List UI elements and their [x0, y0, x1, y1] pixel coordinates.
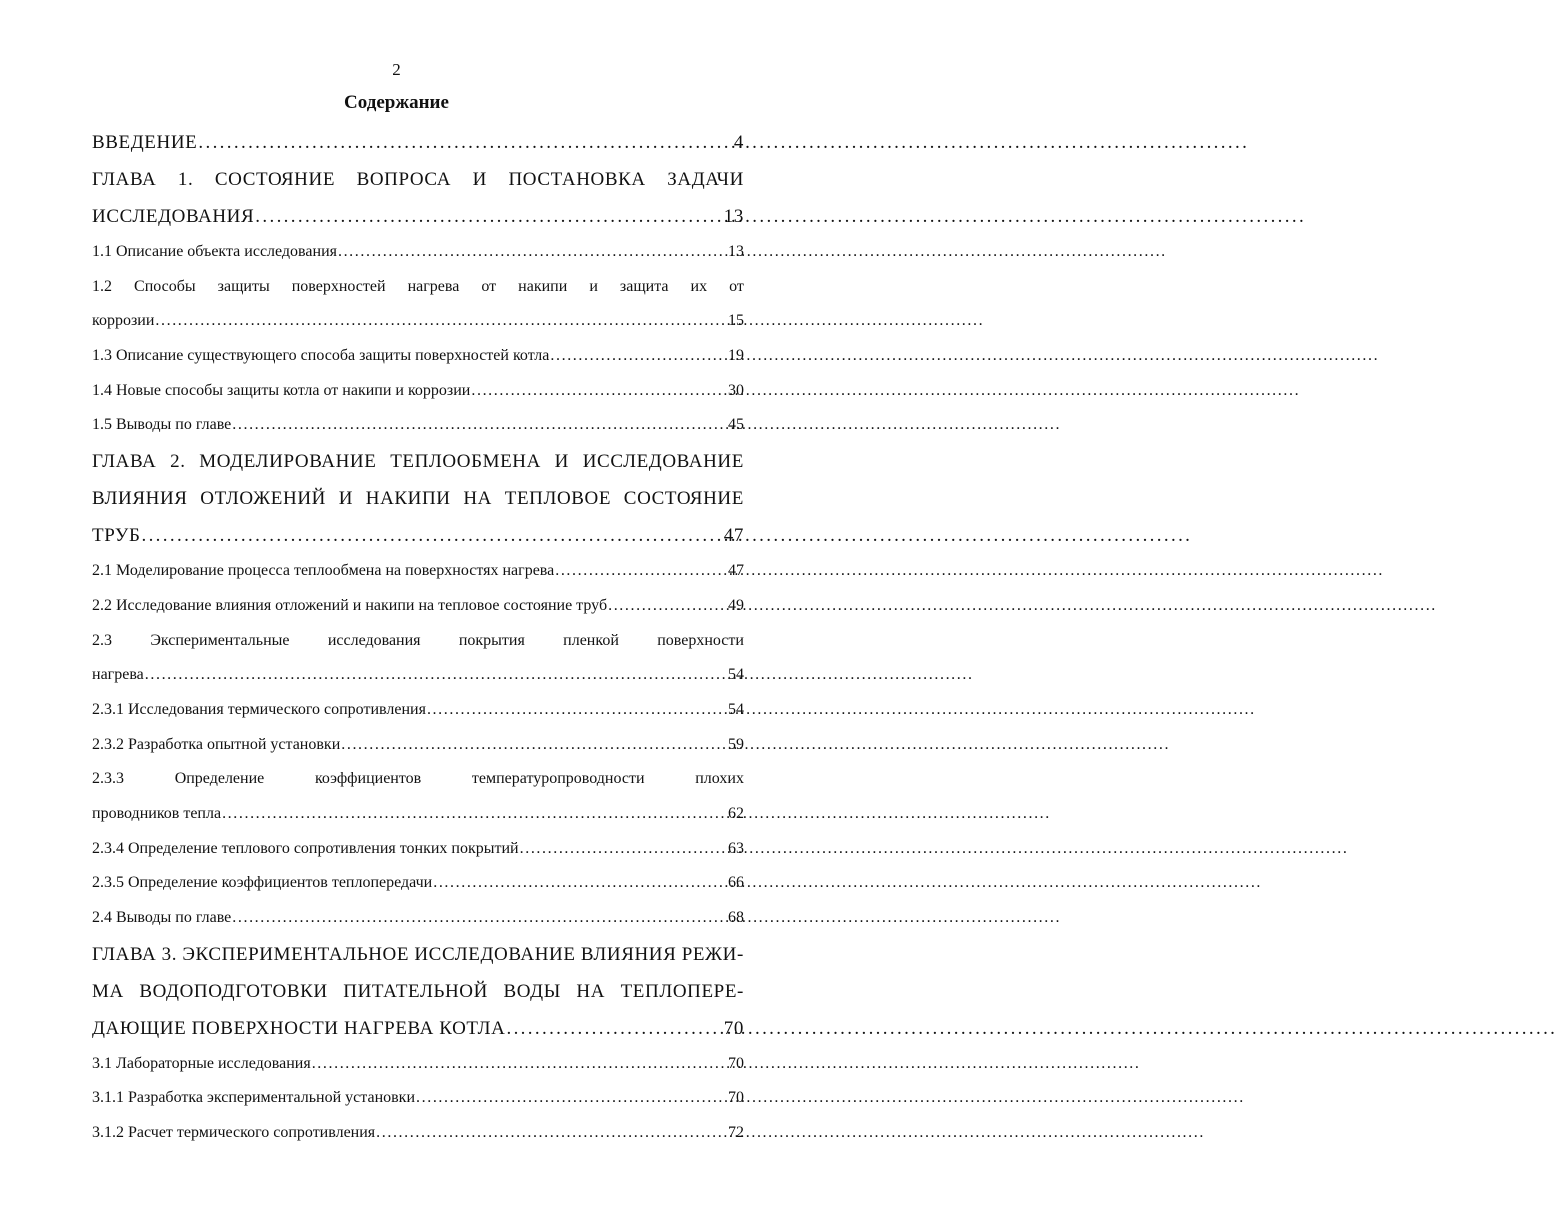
- toc-page-number: 70: [723, 1017, 744, 1039]
- toc-word: и: [589, 277, 598, 295]
- toc-word: покрытия: [458, 631, 525, 649]
- toc-section-entry: [92, 832, 744, 867]
- toc-word: ОТЛОЖЕНИЙ: [200, 488, 326, 510]
- toc-word: ВЛИЯНИЯ: [92, 488, 188, 510]
- toc-entry-title: 3.1.2 Расчет термического сопротивления: [92, 1124, 376, 1142]
- toc-line: [92, 124, 744, 161]
- toc-word: Способы: [134, 277, 196, 295]
- toc-page-number: 54: [728, 666, 744, 684]
- toc-page-number: 13: [723, 206, 744, 227]
- toc-word: 2.: [170, 451, 186, 473]
- toc-word: защиты: [217, 277, 270, 295]
- toc-line: [92, 1081, 744, 1116]
- dot-leader: [221, 797, 728, 832]
- toc-section-entry: [92, 728, 744, 763]
- dot-leader: [337, 235, 728, 270]
- dot-leader: [231, 408, 728, 443]
- dot-leader: [549, 339, 728, 374]
- toc-line: [92, 693, 744, 728]
- dot-leader: [144, 658, 728, 693]
- toc-word: СОСТОЯНИЕ: [623, 488, 744, 510]
- toc-page-number: 13: [728, 243, 744, 260]
- toc-word: пленкой: [563, 631, 619, 649]
- toc-page-number: 4: [733, 132, 744, 153]
- toc-line: [92, 866, 744, 901]
- toc-word: Экспериментальные: [150, 631, 290, 649]
- toc-word: от: [481, 277, 497, 295]
- toc-word: МА: [92, 980, 124, 1002]
- toc-entry-title: 2.3.2 Разработка опытной установки: [92, 735, 341, 753]
- toc-page-number: 15: [728, 312, 744, 330]
- toc-page-number: 49: [728, 596, 744, 614]
- toc-line: [92, 339, 744, 374]
- toc-line: [92, 658, 744, 693]
- toc-section-entry: [92, 624, 744, 693]
- toc-entry-title: 2.3.5 Определение коэффициентов теплопередачи: [92, 874, 433, 892]
- toc-section-entry: [92, 235, 744, 270]
- toc-section-entry: [92, 1081, 744, 1116]
- toc-word: СОСТОЯНИЕ: [214, 169, 336, 190]
- toc-word: ПИТАТЕЛЬНОЙ: [343, 980, 488, 1002]
- toc-section-entry: [92, 762, 744, 831]
- toc-page-number: 68: [728, 909, 744, 926]
- dot-leader: [197, 124, 734, 161]
- toc-word: ВЛИЯНИЯ: [580, 943, 677, 965]
- toc-entry-title: 2.2 Исследование влияния отложений и накипи на тепловое состояние труб: [92, 596, 608, 614]
- table-of-contents: [92, 124, 744, 1151]
- toc-word: ВОПРОСА: [356, 169, 452, 190]
- dot-leader: [154, 304, 728, 339]
- toc-page-number: 70: [728, 1054, 744, 1072]
- toc-page-number: 66: [728, 874, 744, 892]
- toc-page-number: 72: [728, 1124, 744, 1142]
- page-title: Содержание: [344, 92, 449, 113]
- toc-word: ВОДЫ: [503, 980, 561, 1002]
- dot-leader: [375, 1116, 728, 1151]
- toc-word: И: [554, 451, 569, 473]
- toc-line: [92, 374, 744, 409]
- toc-line: [92, 198, 744, 235]
- toc-entry-title: 3.1.1 Разработка экспериментальной установки: [92, 1089, 416, 1107]
- toc-entry-title: проводников тепла: [92, 804, 222, 822]
- toc-entry-title: коррозии: [92, 312, 155, 330]
- dot-leader: [340, 728, 728, 763]
- toc-word: ГЛАВА: [92, 169, 157, 190]
- toc-entry-title: 2.1 Моделирование процесса теплообмена на поверхностях нагрева: [92, 562, 555, 580]
- toc-word: поверхности: [657, 631, 744, 649]
- toc-word: ТЕПЛОВОЕ: [504, 488, 612, 510]
- toc-page-number: 45: [728, 416, 744, 434]
- toc-word: нагрева: [407, 277, 460, 295]
- toc-line: [92, 554, 744, 589]
- toc-chapter-entry: [92, 161, 744, 235]
- toc-section-entry: [92, 339, 744, 374]
- toc-word: 1.: [177, 169, 194, 190]
- toc-word: ИССЛЕДОВАНИЕ: [582, 451, 744, 473]
- toc-word: НА: [463, 488, 493, 510]
- toc-line: [92, 304, 744, 339]
- toc-line: [92, 624, 744, 659]
- toc-section-entry: [92, 901, 744, 936]
- toc-section-entry: [92, 589, 744, 624]
- dot-leader: [607, 589, 728, 624]
- dot-leader: [554, 554, 728, 589]
- toc-word: ТЕПЛООБМЕНА: [390, 451, 541, 473]
- toc-section-entry: [92, 408, 744, 443]
- toc-word: 1.2: [92, 277, 112, 295]
- toc-word: ИССЛЕДОВАНИЕ: [414, 943, 576, 965]
- toc-line: [92, 973, 744, 1010]
- toc-word: ЗАДАЧИ: [667, 169, 744, 190]
- toc-line: [92, 235, 744, 270]
- toc-page-number: 63: [728, 839, 744, 857]
- toc-section-entry: [92, 866, 744, 901]
- toc-word: защита: [619, 277, 669, 295]
- toc-entry-title: 1.1 Описание объекта исследования: [92, 243, 337, 260]
- toc-section-entry: [92, 1047, 744, 1082]
- toc-line: [92, 1010, 744, 1047]
- toc-entry-title: нагрева: [92, 666, 144, 684]
- toc-line: [92, 408, 744, 443]
- toc-word: ГЛАВА: [92, 943, 157, 965]
- toc-line: [92, 936, 744, 973]
- dot-leader: [231, 901, 728, 936]
- toc-chapter-entry: [92, 124, 744, 161]
- toc-chapter-entry: [92, 936, 744, 1047]
- toc-word: Определение: [174, 770, 265, 788]
- toc-word: И: [472, 169, 487, 190]
- toc-page-number: 54: [728, 700, 744, 718]
- toc-line: [92, 270, 744, 305]
- toc-entry-title: ВВЕДЕНИЕ: [92, 132, 198, 153]
- toc-word: коэффициентов: [314, 770, 422, 788]
- toc-word: от: [729, 277, 744, 295]
- dot-leader: [254, 198, 724, 235]
- toc-word: НАКИПИ: [365, 488, 451, 510]
- toc-entry-title: 2.4 Выводы по главе: [92, 909, 232, 926]
- toc-page-number: 70: [728, 1089, 744, 1107]
- toc-word: 2.3.3: [92, 770, 124, 788]
- page-number: 2: [392, 60, 401, 79]
- toc-word: исследования: [327, 631, 421, 649]
- toc-section-entry: [92, 693, 744, 728]
- toc-entry-title: ДАЮЩИЕ ПОВЕРХНОСТИ НАГРЕВА КОТЛА: [92, 1017, 506, 1039]
- toc-page-number: 59: [728, 735, 744, 753]
- dot-leader: [432, 866, 728, 901]
- toc-line: [92, 901, 744, 936]
- toc-word: плохих: [695, 770, 744, 788]
- toc-section-entry: [92, 554, 744, 589]
- toc-word: ГЛАВА: [92, 451, 157, 473]
- toc-entry-title: 1.5 Выводы по главе: [92, 416, 232, 434]
- toc-entry-title: 2.3.1 Исследования термического сопротивления: [92, 700, 426, 718]
- toc-line: [92, 517, 744, 554]
- toc-page-number: 30: [728, 381, 744, 399]
- toc-word: МОДЕЛИРОВАНИЕ: [199, 451, 377, 473]
- dot-leader: [415, 1081, 728, 1116]
- toc-page-number: 47: [723, 525, 744, 547]
- toc-word: ПОСТАНОВКА: [508, 169, 646, 190]
- toc-word: НА: [576, 980, 606, 1002]
- toc-word: их: [690, 277, 708, 295]
- toc-line: [92, 1116, 744, 1151]
- toc-page-number: 19: [728, 347, 744, 365]
- toc-section-entry: [92, 374, 744, 409]
- toc-line: [92, 797, 744, 832]
- dot-leader: [519, 832, 728, 867]
- dot-leader: [426, 693, 728, 728]
- toc-word: И: [338, 488, 354, 510]
- toc-page-number: 47: [728, 562, 744, 580]
- toc-entry-title: 1.3 Описание существующего способа защиты поверхностей котла: [92, 347, 550, 365]
- toc-line: [92, 728, 744, 763]
- toc-page-number: 62: [728, 804, 744, 822]
- toc-section-entry: [92, 1116, 744, 1151]
- toc-line: [92, 762, 744, 797]
- toc-word: ТЕПЛОПЕРЕ-: [620, 980, 744, 1002]
- toc-entry-title: ТРУБ: [92, 525, 141, 547]
- toc-word: ЭКСПЕРИМЕНТАЛЬНОЕ: [182, 943, 410, 965]
- toc-line: [92, 589, 744, 624]
- toc-entry-title: 3.1 Лабораторные исследования: [92, 1054, 311, 1072]
- toc-chapter-entry: [92, 443, 744, 554]
- dot-leader: [140, 517, 723, 554]
- toc-word: 2.3: [92, 631, 112, 649]
- toc-word: температуропроводности: [471, 770, 645, 788]
- toc-section-entry: [92, 270, 744, 339]
- toc-word: поверхностей: [291, 277, 386, 295]
- toc-entry-title: ИССЛЕДОВАНИЯ: [92, 206, 255, 227]
- toc-line: [92, 443, 744, 480]
- toc-word: ВОДОПОДГОТОВКИ: [139, 980, 328, 1002]
- dot-leader: [470, 374, 728, 409]
- toc-word: 3.: [161, 943, 178, 965]
- toc-line: [92, 480, 744, 517]
- toc-entry-title: 1.4 Новые способы защиты котла от накипи и коррозии: [92, 381, 471, 399]
- toc-word: накипи: [518, 277, 568, 295]
- toc-word: РЕЖИ-: [681, 943, 744, 965]
- toc-line: [92, 832, 744, 867]
- toc-entry-title: 2.3.4 Определение теплового сопротивления тонких покрытий: [92, 839, 519, 857]
- dot-leader: [505, 1010, 723, 1047]
- dot-leader: [311, 1047, 728, 1082]
- toc-line: [92, 1047, 744, 1082]
- toc-line: [92, 161, 744, 198]
